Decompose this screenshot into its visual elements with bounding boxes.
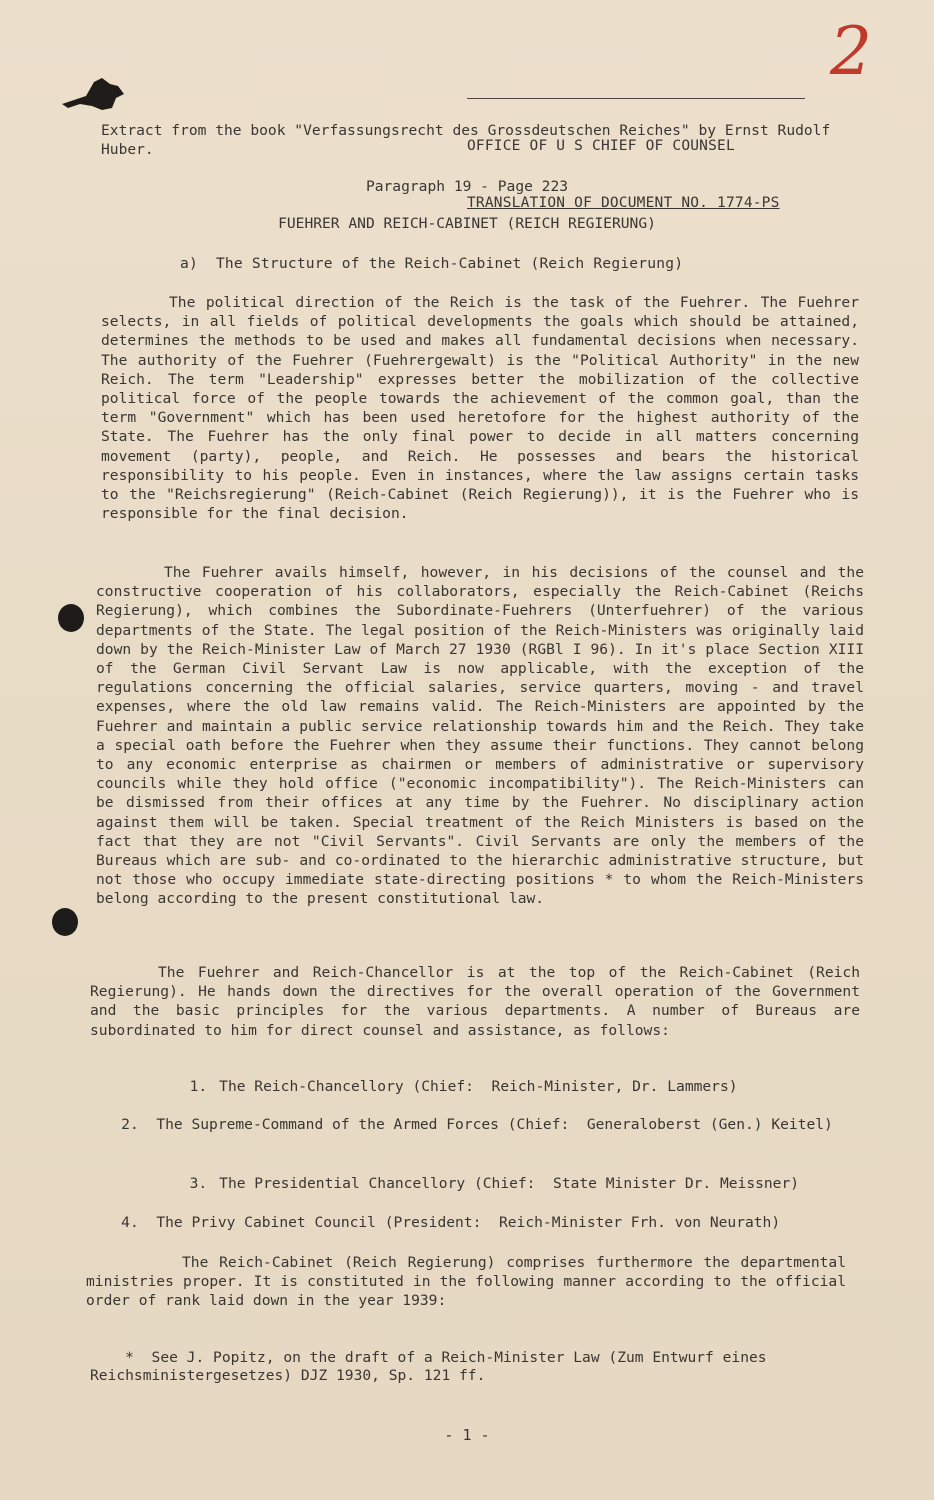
list-item xyxy=(86,1196,806,1250)
list-item xyxy=(86,1098,856,1152)
header-rule xyxy=(467,98,805,99)
list-item-number: 1. xyxy=(189,1078,208,1095)
page-number: - 1 - xyxy=(444,1426,490,1444)
ink-blot-mark xyxy=(58,74,128,118)
list-item-text: The Supreme-Command of the Armed Forces (Chief: Generaloberst (Gen.) Keitel) xyxy=(156,1116,833,1133)
punch-hole-mark xyxy=(58,604,84,632)
list-item-text: The Privy Cabinet Council (President: Reich-Minister Frh. von Neurath) xyxy=(156,1214,781,1231)
section-title: FUEHRER AND REICH-CABINET (REICH REGIERUNG) xyxy=(278,215,656,232)
body-paragraph-2: The Fuehrer avails himself, however, in his decisions of the counsel and the constructive cooperation of his collaborators, especially the Reich-Cabinet (Reichs Regierung), which combines the Subordinate-Fuehrers (Unterfuehrer) of the various departments of the State. The legal position of the Reich-Ministers was originally laid down by the Reich-Minister Law of March 27 1930 (RGBl I 96). In it's place Section XIII of the German Civil Servant Law is now applicable, with the exception of the regulations concerning the official salaries, service quarters, moving - and travel expenses, where the old law remains valid. The Reich-Ministers are appointed by the Fuehrer and maintain a public service relationship towards him and the Reich. They take a special oath before the Fuehrer when they assume their functions. They cannot belong to any economic enterprise as chairmen or members of administrative or supervisory councils while they hold office ("economic incompatibility"). The Reich-Ministers can be dismissed from their offices at any time by the Fuehrer. No disciplinary action against them will be taken. Special treatment of the Reich Ministers is based on the fact that they are not "Civil Servants". Civil Servants are only the members of the Bureaus which are sub- and co-ordinated to the hierarchic administrative structure, but not those who occupy immediate state-directing positions * to whom the Reich-Ministers belong according to the present constitutional law. xyxy=(96,564,864,908)
list-item-text: The Reich-Chancellory (Chief: Reich-Minister, Dr. Lammers) xyxy=(219,1078,738,1095)
header-office-line: OFFICE OF U S CHIEF OF COUNSEL xyxy=(467,138,735,154)
paragraph-reference: Paragraph 19 - Page 223 xyxy=(365,178,569,195)
list-item-number: 4. xyxy=(121,1214,139,1231)
list-item-number: 2. xyxy=(121,1116,139,1133)
handwritten-page-number xyxy=(826,16,874,86)
list-item-text: The Presidential Chancellory (Chief: State Minister Dr. Meissner) xyxy=(219,1175,800,1192)
punch-hole-mark xyxy=(52,908,78,936)
list-item-number: 3. xyxy=(189,1175,208,1192)
footnote xyxy=(90,1331,870,1403)
body-paragraph-3: The Fuehrer and Reich-Chancellor is at the top of the Reich-Cabinet (Reich Regierung). He hands down the directives for the overall operation of the Government and the basic principles for the various departments. A number of Bureaus are subordinated to him for direct counsel and assistance, as follows: xyxy=(90,964,860,1039)
footnote-text: See J. Popitz, on the draft of a Reich-Minister Law (Zum Entwurf eines Reichsministergesetzes) DJZ 1930, Sp. 121 ff. xyxy=(90,1349,776,1384)
intro-text: Extract from the book "Verfassungsrecht des Grossdeutschen Reiches" by Ernst Rudolf Huber. xyxy=(101,122,831,158)
subsection-title: a) The Structure of the Reich-Cabinet (Reich Regierung) xyxy=(180,255,684,272)
header-translation-line: TRANSLATION OF DOCUMENT NO. 1774-PS xyxy=(467,195,780,211)
footnote-mark: * xyxy=(125,1349,134,1366)
body-paragraph-1: The political direction of the Reich is the task of the Fuehrer. The Fuehrer selects, in all fields of political developments the goals which should be attained, determines the methods to be used and makes all fundamental decisions when necessary. The authority of the Fuehrer (Fuehrergewalt) is the "Political Authority" in the new Reich. The term "Leadership" expresses better the mobilization of the collective political force of the people towards the achievement of the common goal, than the term "Government" which has been used heretofore for the highest authority of the State. The Fuehrer has the only final power to decide in all matters concerning movement (party), people, and Reich. He possesses and bears the historical responsibility to his people. Even in instances, where the law assigns certain tasks to the "Reichsregierung" (Reich-Cabinet (Reich Regierung)), it is the Fuehrer who is responsible for the final decision. xyxy=(101,294,859,523)
handwritten-number-text: 2 xyxy=(830,16,872,86)
closing-paragraph: The Reich-Cabinet (Reich Regierung) comprises furthermore the departmental ministries proper. It is constituted in the following manner according to the official order of rank laid down in the year 1939: xyxy=(86,1254,846,1310)
